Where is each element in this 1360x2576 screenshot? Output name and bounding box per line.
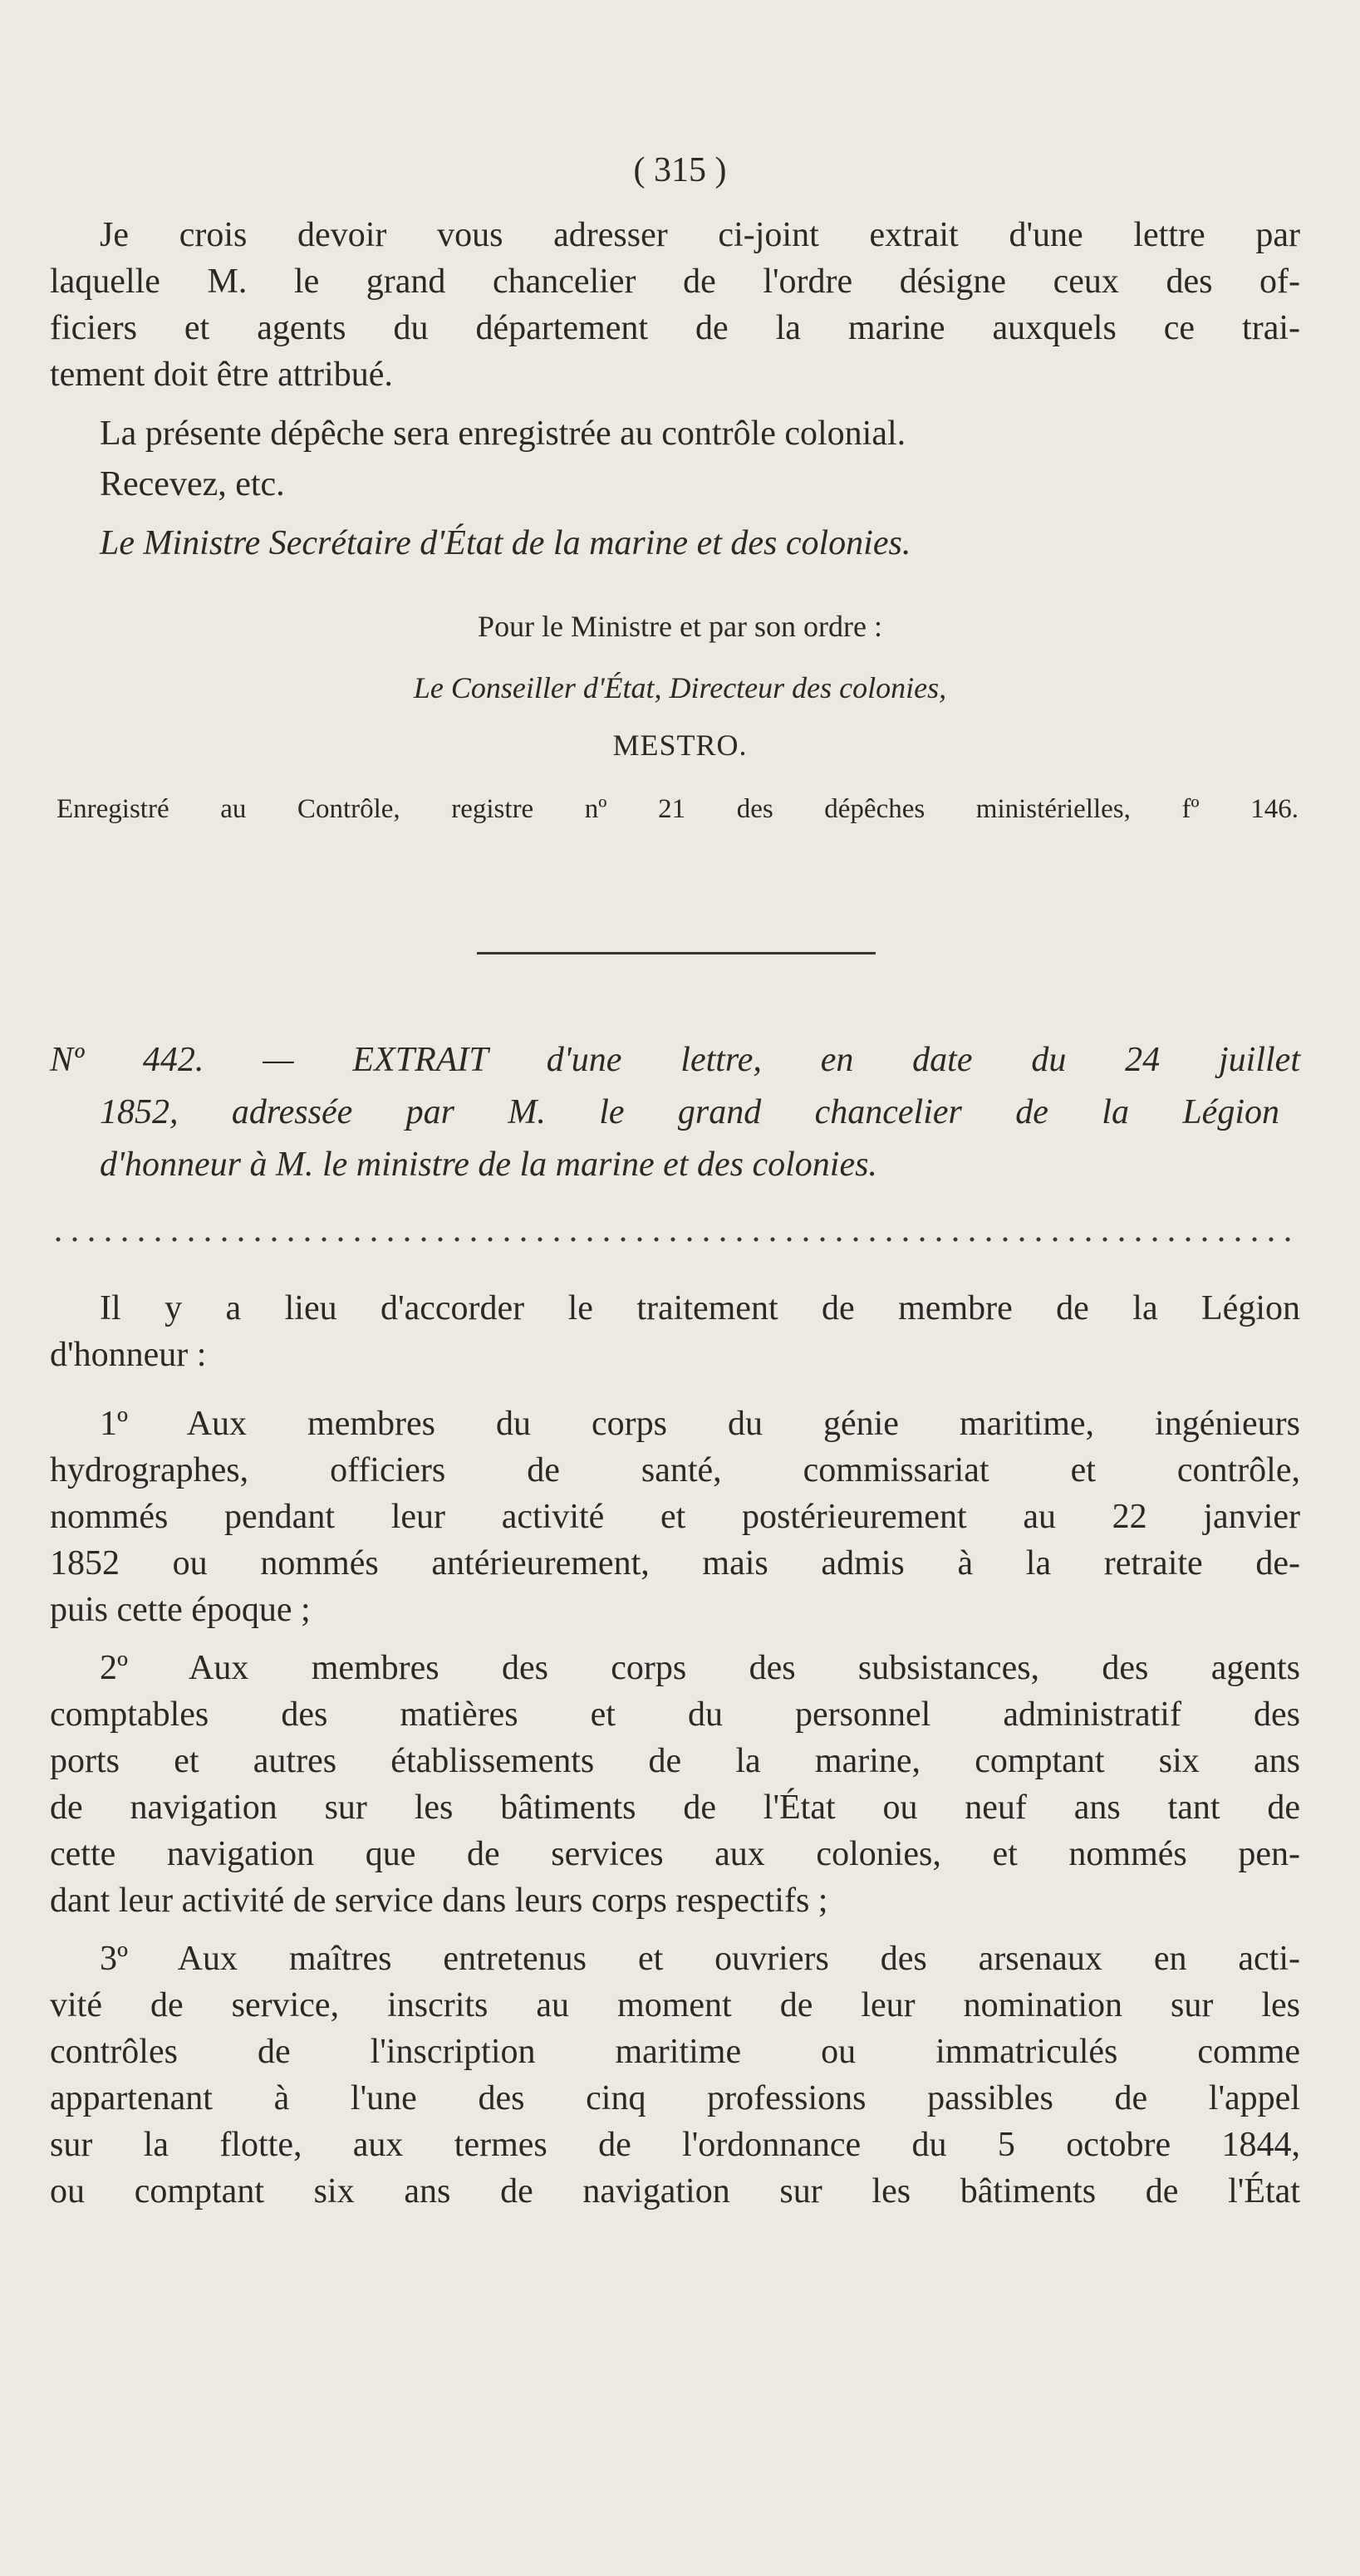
extract-heading-line: Nº 442. — EXTRAIT d'une lettre, en date du 24 juillet [50, 1041, 1300, 1079]
text-line: laquelle M. le grand chancelier de l'ordre désigne ceux des of- [50, 263, 1300, 301]
text-line: 1852 ou nommés antérieurement, mais admis à la retraite de- [50, 1544, 1300, 1582]
text-line: de navigation sur les bâtiments de l'État ou neuf ans tant de [50, 1788, 1300, 1827]
text-line: 2º Aux membres des corps des subsistances, des agents [100, 1649, 1300, 1687]
extract-heading-line: d'honneur à M. le ministre de la marine et des colonies. [100, 1146, 877, 1184]
closing-formula: Recevez, etc. [100, 465, 285, 503]
text-line: puis cette époque ; [50, 1591, 311, 1629]
text-line: Il y a lieu d'accorder le traitement de membre de la Légion [100, 1289, 1300, 1327]
text-line: 1º Aux membres du corps du génie maritime, ingénieurs [100, 1405, 1300, 1443]
page-number: ( 315 ) [633, 151, 727, 189]
section-divider [477, 952, 876, 954]
text-line: ou comptant six ans de navigation sur les bâtiments de l'État [50, 2172, 1300, 2210]
text-line: 3º Aux maîtres entretenus et ouvriers des arsenaux en acti- [100, 1940, 1300, 1978]
text-line: appartenant à l'une des cinq professions passibles de l'appel [50, 2079, 1300, 2117]
text-line: tement doit être attribué. [50, 356, 393, 394]
minister-title: Le Ministre Secrétaire d'État de la marine et des colonies. [100, 524, 911, 562]
signatory-name: MESTRO. [612, 729, 748, 762]
text-line: cette navigation que de services aux colonies, et nommés pen- [50, 1835, 1300, 1873]
ellipsis-leader [50, 1229, 1300, 1249]
for-minister-line: Pour le Ministre et par son ordre : [478, 610, 882, 643]
councillor-title: Le Conseiller d'État, Directeur des colonies, [413, 671, 947, 704]
registration-note: Enregistré au Contrôle, registre nº 21 des dépêches ministérielles, fº 146. [56, 794, 1299, 824]
text-line: ports et autres établissements de la marine, comptant six ans [50, 1742, 1300, 1780]
text-line: ficiers et agents du département de la marine auxquels ce trai- [50, 309, 1300, 347]
text-line: d'honneur : [50, 1336, 207, 1374]
text-line: contrôles de l'inscription maritime ou immatriculés comme [50, 2033, 1300, 2071]
text-line: dant leur activité de service dans leurs corps respectifs ; [50, 1882, 828, 1920]
extract-heading-line: 1852, adressée par M. le grand chancelier de la Légion [100, 1093, 1279, 1131]
text-line: comptables des matières et du personnel administratif des [50, 1695, 1300, 1734]
registration-sentence: La présente dépêche sera enregistrée au contrôle colonial. [100, 415, 906, 453]
text-line: hydrographes, officiers de santé, commissariat et contrôle, [50, 1451, 1300, 1489]
text-line: Je crois devoir vous adresser ci-joint extrait d'une lettre par [100, 216, 1300, 254]
text-line: vité de service, inscrits au moment de leur nomination sur les [50, 1986, 1300, 2024]
text-line: sur la flotte, aux termes de l'ordonnance du 5 octobre 1844, [50, 2126, 1300, 2164]
text-line: nommés pendant leur activité et postérieurement au 22 janvier [50, 1498, 1300, 1536]
